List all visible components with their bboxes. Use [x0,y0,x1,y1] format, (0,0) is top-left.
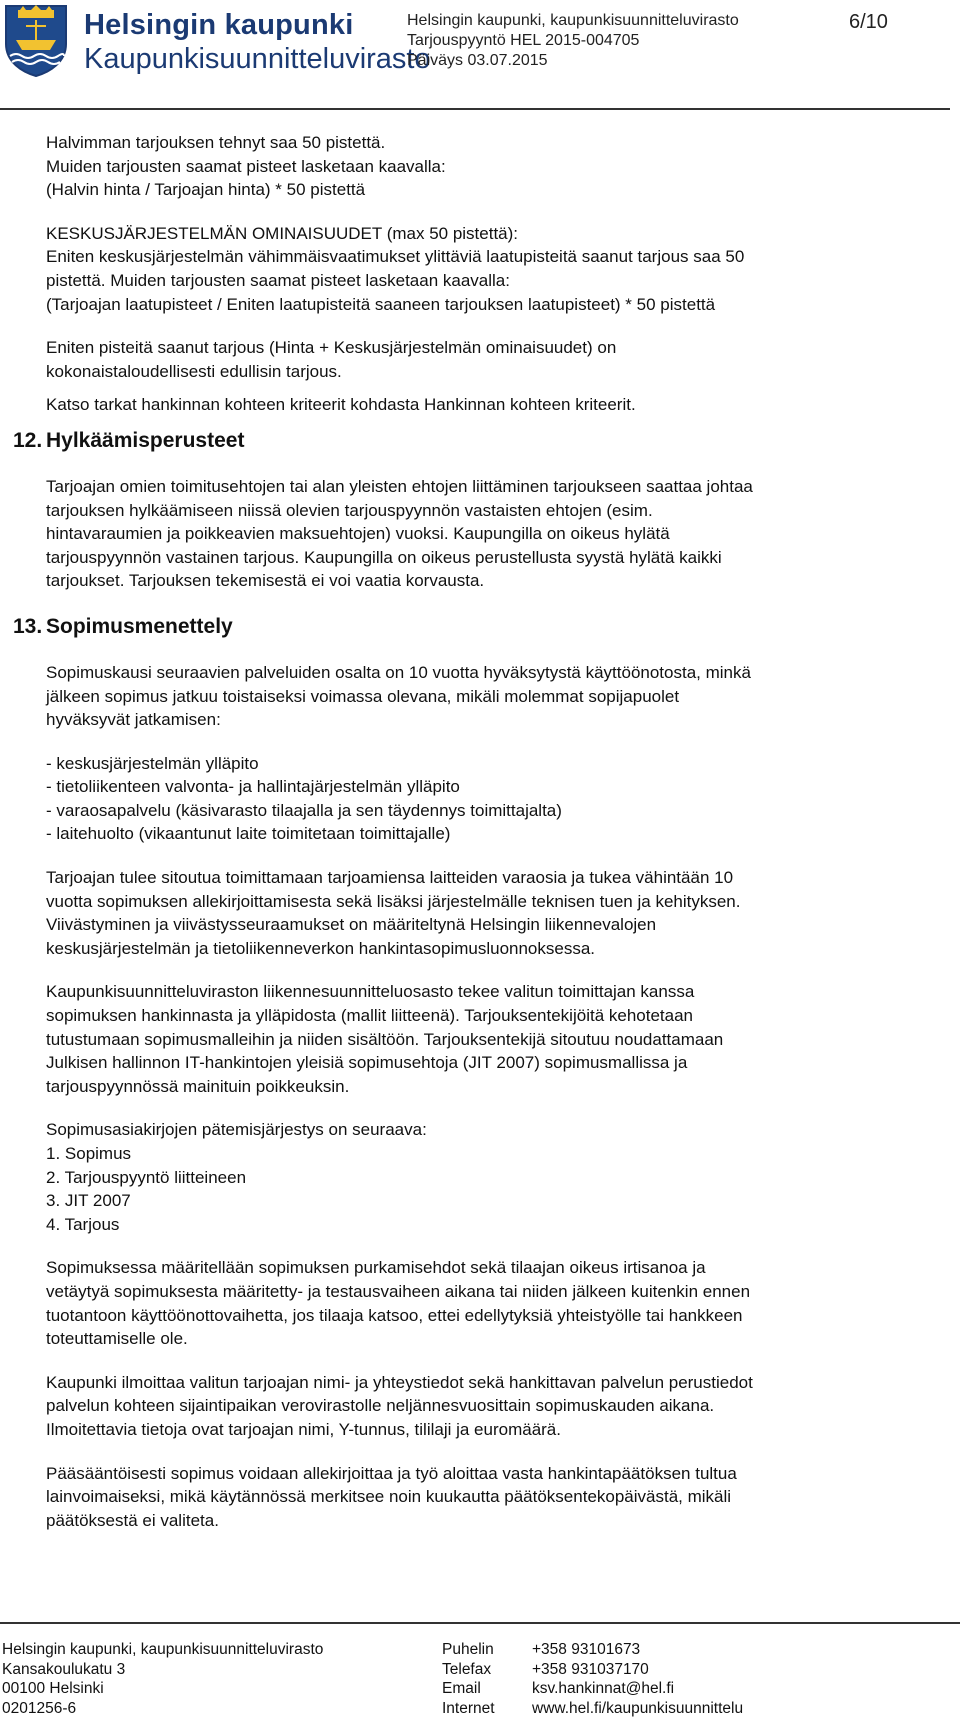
internet-label: Internet [442,1699,495,1717]
logo-department-name: Kaupunkisuunnitteluvirasto [84,43,431,75]
tax-reporting-paragraph: Kaupunki ilmoittaa valitun tarjoajan nimi- ja yhteystiedot sekä hankittavan palvelun perustiedot palvelun kohteen sijaintipaikan verovirastolle neljännesvuosittain sopimuskauden aikana. Ilmoitettavia tietoja ovat tarjoajan nimi, Y-tunnus, tililaji ja euromäärä. [46,1372,753,1439]
list-item: - varaosapalvelu (käsivarasto tilaajalla ja sen täydennys toimittajalta) [46,800,562,820]
logo-city-name: Helsingin kaupunki [84,9,354,41]
termination-paragraph: Sopimuksessa määritellään sopimuksen purkamisehdot sekä tilaajan oikeus irtisanoa ja vetäytyä sopimuksesta määritetty- ja testausvaiheen aikana tai niiden jälkeen kuitenkin ennen tuotantoon käyttöönottovaihetta, jos tilaaja katsoo, ettei edellytyksiä yhteistyölle tai hankkeen toteuttamiselle ole. [46,1258,751,1349]
document-order-intro: Sopimusasiakirjojen pätemisjärjestys on seuraava: [46,1120,427,1140]
section-12-heading [13,427,926,455]
page-header [0,0,960,112]
document-order-list [46,1142,926,1236]
section-12-number: 12. [13,428,43,452]
list-item: 3. JIT 2007 [46,1191,131,1211]
contract-models-paragraph: Kaupunkisuunnitteluviraston liikennesuunnitteluosasto tekee valitun toimittajan kanssa sopimuksen hankinnasta ja ylläpidosta (mallit liitteenä). Tarjouksentekijöitä kehotetaan tutustumaan sopimusmalleihin ja niiden sisältöön. Tarjouksentekijä sitoutuu noudattamaan Julkisen hallinnon IT-hankintojen yleisiä sopimusehtoja (JIT 2007) sopimusmallissa ja tarjouspyynnössä mainituin poikkeuksin. [46,982,724,1096]
header-organization: Helsingin kaupunki, kaupunkisuunnitteluvirasto [407,12,739,29]
spare-parts-paragraph: Tarjoajan tulee sitoutua toimittamaan tarjoamiensa laitteiden varaosia ja tukea vähintään 10 vuotta sopimuksen allekirjoittamisesta sekä lisäksi järjestelmälle teknisen tuen ja kehityksen. Viivästyminen ja viivästysseuraamukset on määriteltynä Helsingin liikennevalojen keskusjärjestelmän ja tietoliikenneverkon hankintasopimusluonnoksessa. [46,868,741,958]
page-number: 6/10 [849,11,888,33]
criteria-reference-paragraph: Katso tarkat hankinnan kohteen kriteerit kohdasta Hankinnan kohteen kriteerit. [46,395,636,415]
phone-value: +358 93101673 [532,1641,641,1658]
fax-value: +358 931037170 [532,1660,649,1678]
footer-contact-labels [442,1640,495,1718]
footer-business-id: 0201256-6 [2,1699,77,1717]
footer-divider [0,1622,960,1624]
section-13-title: Sopimusmenettely [46,614,233,638]
section-13-number: 13. [13,614,43,638]
phone-label: Puhelin [442,1641,494,1658]
price-scoring-paragraph: Halvimman tarjouksen tehnyt saa 50 pistettä. Muiden tarjousten saamat pisteet lasketaan kaavalla: (Halvin hinta / Tarjoajan hinta) * 50 pistettä [46,133,446,200]
list-item: 1. Sopimus [46,1144,132,1163]
signing-paragraph: Pääsääntöisesti sopimus voidaan allekirjoittaa ja työ aloittaa vasta hankintapäätöksen tultua lainvoimaiseksi, mikä käytännössä merkitsee noin kuukautta päätöksentekopäivästä, mikäli päätöksestä ei valiteta. [46,1463,737,1530]
list-item: - laitehuolto (vikaantunut laite toimitetaan toimittajalle) [46,824,451,844]
quality-scoring-paragraph: KESKUSJÄRJESTELMÄN OMINAISUUDET (max 50 pistettä): Eniten keskusjärjestelmän vähimmäisvaatimukset ylittäviä laatupisteitä saanut tarjous saa 50 pistettä. Muiden tarjousten saamat pisteet lasketaan kaavalla: (Tarjoajan laatupisteet / Eniten laatupisteitä saaneen tarjouksen laatupisteet) * 50 pistettä [46,223,745,314]
email-value: ksv.hankinnat@hel.fi [532,1680,675,1697]
document-body [13,131,926,1532]
header-divider [0,108,950,110]
header-reference: Tarjouspyyntö HEL 2015-004705 [407,32,640,49]
footer-postal: 00100 Helsinki [2,1680,104,1697]
list-item: - keskusjärjestelmän ylläpito [46,753,259,773]
services-list [46,752,926,846]
list-item: - tietoliikenteen valvonta- ja hallintajärjestelmän ylläpito [46,777,460,797]
footer-organization: Helsingin kaupunki, kaupunkisuunnitteluvirasto [2,1641,324,1658]
footer-address [2,1640,323,1718]
section-12-title: Hylkäämisperusteet [46,428,245,452]
footer-contact-values [532,1640,743,1718]
contract-period-paragraph: Sopimuskausi seuraavien palveluiden osalta on 10 vuotta hyväksytystä käyttöönotosta, minkä jälkeen sopimus jatkuu toistaiseksi voimassa olevana, mikäli molemmat sopijapuolet hyväksyvät jatkamisen: [46,662,751,730]
footer-street: Kansakoulukatu 3 [2,1660,126,1678]
list-item: 4. Tarjous [46,1214,120,1234]
rejection-grounds-paragraph: Tarjoajan omien toimitusehtojen tai alan yleisten ehtojen liittäminen tarjoukseen saattaa johtaa tarjouksen hylkäämiseen niissä olevien tarjouspyynnön vastaisten ehtojen (esim. hintavaraumien ja poikkeavien maksuehtojen) vuoksi. Kaupungilla on oikeus hylätä tarjouspyynnön vastainen tarjous. Kaupungilla on oikeus perustellusta syystä hylätä kaikki tarjoukset. Tarjouksen tekemisestä ei voi vaatia korvausta. [46,476,753,591]
internet-value: www.hel.fi/kaupunkisuunnittelu [532,1699,744,1717]
logo-wordmark [84,8,431,76]
total-score-paragraph: Eniten pisteitä saanut tarjous (Hinta + Keskusjärjestelmän ominaisuudet) on kokonaistaloudellisesti edullisin tarjous. [46,338,617,381]
list-item: 2. Tarjouspyyntö liitteineen [46,1167,247,1187]
helsinki-crest-logo [4,4,68,78]
header-document-info [407,11,739,71]
header-date: Päiväys 03.07.2015 [407,52,548,69]
email-label: Email [442,1680,481,1697]
section-13-heading [13,613,926,641]
fax-label: Telefax [442,1660,492,1678]
